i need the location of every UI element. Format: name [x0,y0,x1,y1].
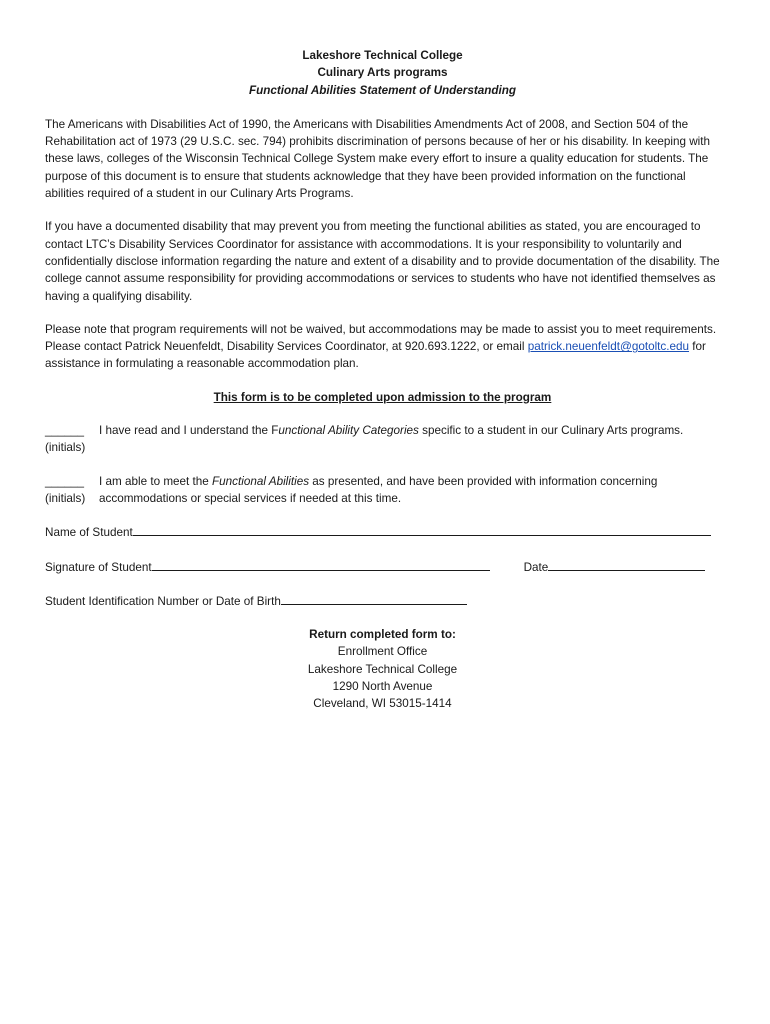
ack-text-italic: unctional Ability Categories [278,424,419,438]
email-link[interactable]: patrick.neuenfeldt@gotoltc.edu [527,340,690,354]
statement-title: Functional Abilities Statement of Understanding [248,83,517,97]
document-header [45,47,720,99]
initials-blank[interactable]: ______ [45,474,85,488]
date-label: Date [523,560,549,574]
ack-text-italic: Functional Abilities [212,474,310,488]
student-id-field [45,592,720,610]
intro-paragraph-3 [45,321,720,373]
signature-input[interactable] [152,558,490,571]
signature-field [45,558,490,576]
document-body [45,47,720,713]
return-college: Lakeshore Technical College [307,662,458,676]
date-input[interactable] [548,558,705,571]
initials-column [45,422,99,457]
initials-label: (initials) [45,441,86,455]
intro-paragraph-1: The Americans with Disabilities Act of 1990, the Americans with Disabilities Amendments Act of 2008, and Section 504 of the Rehabilitation act of 1973 (29 U.S.C. sec. 794) prohibits discrimination of persons because of her or his disability. In keeping with these laws, colleges of the Wisconsin Technical College System make every effort to insure a quality education for students. The purpose of this document is to ensure that students acknowledge that they have been provided information on the functional abilities required of a student in our Culinary Arts Programs. [45,117,711,201]
date-field [524,558,706,576]
return-street: 1290 North Avenue [332,680,433,694]
acknowledgement-2 [45,473,720,508]
acknowledgement-text [99,473,720,508]
college-name: Lakeshore Technical College [302,49,463,62]
program-name: Culinary Arts programs [317,66,448,80]
student-name-field [45,523,720,541]
initials-label: (initials) [45,491,86,505]
ack-text-before: I have read and I understand the F [99,424,279,438]
paragraph-3-end: for assistance in formulating a reasonable accommodation plan. [45,340,706,371]
paragraph-3-start: Please note that program requirements will not be waived, but accommodations may be made to assist you to meet requirements. Please contact Patrick Neuenfeldt, Disability Services Coordinator, at 920.693.1222, or email [45,322,717,354]
initials-column [45,473,99,508]
signature-label: Signature of Student [45,560,152,574]
ack-text-before: I am able to meet the [99,474,213,488]
student-id-label: Student Identification Number or Date of Birth [45,594,281,608]
student-name-label: Name of Student [45,526,133,540]
intro-paragraph-2: If you have a documented disability that may prevent you from meeting the functional abilities as stated, you are encouraged to contact LTC’s Disability Services Coordinator for assistance with accommodations. It is your responsibility to voluntarily and confidentially disclose information regarding the nature and extent of a disability and to provide documentation of the disability. The college cannot assume responsibility for providing accommodations or services to students who have not identified themselves as having a qualifying disability. [45,220,720,303]
ack-text-after: as presented, and have been provided with information concerning accommodations or special services if needed at this time. [99,474,658,505]
student-id-input[interactable] [281,592,467,605]
return-city: Cleveland, WI 53015-1414 [313,697,452,711]
student-name-input[interactable] [133,523,711,536]
signature-row [45,558,720,576]
return-office: Enrollment Office [337,645,428,659]
form-notice [45,389,720,406]
return-address-block [45,626,720,712]
ack-text-after: specific to a student in our Culinary Arts programs. [418,424,684,438]
initials-blank[interactable]: ______ [45,424,85,438]
acknowledgement-text [99,422,720,457]
acknowledgement-1 [45,422,720,457]
form-notice-text: This form is to be completed upon admission to the program [213,390,552,404]
return-heading: Return completed form to: [309,628,456,642]
